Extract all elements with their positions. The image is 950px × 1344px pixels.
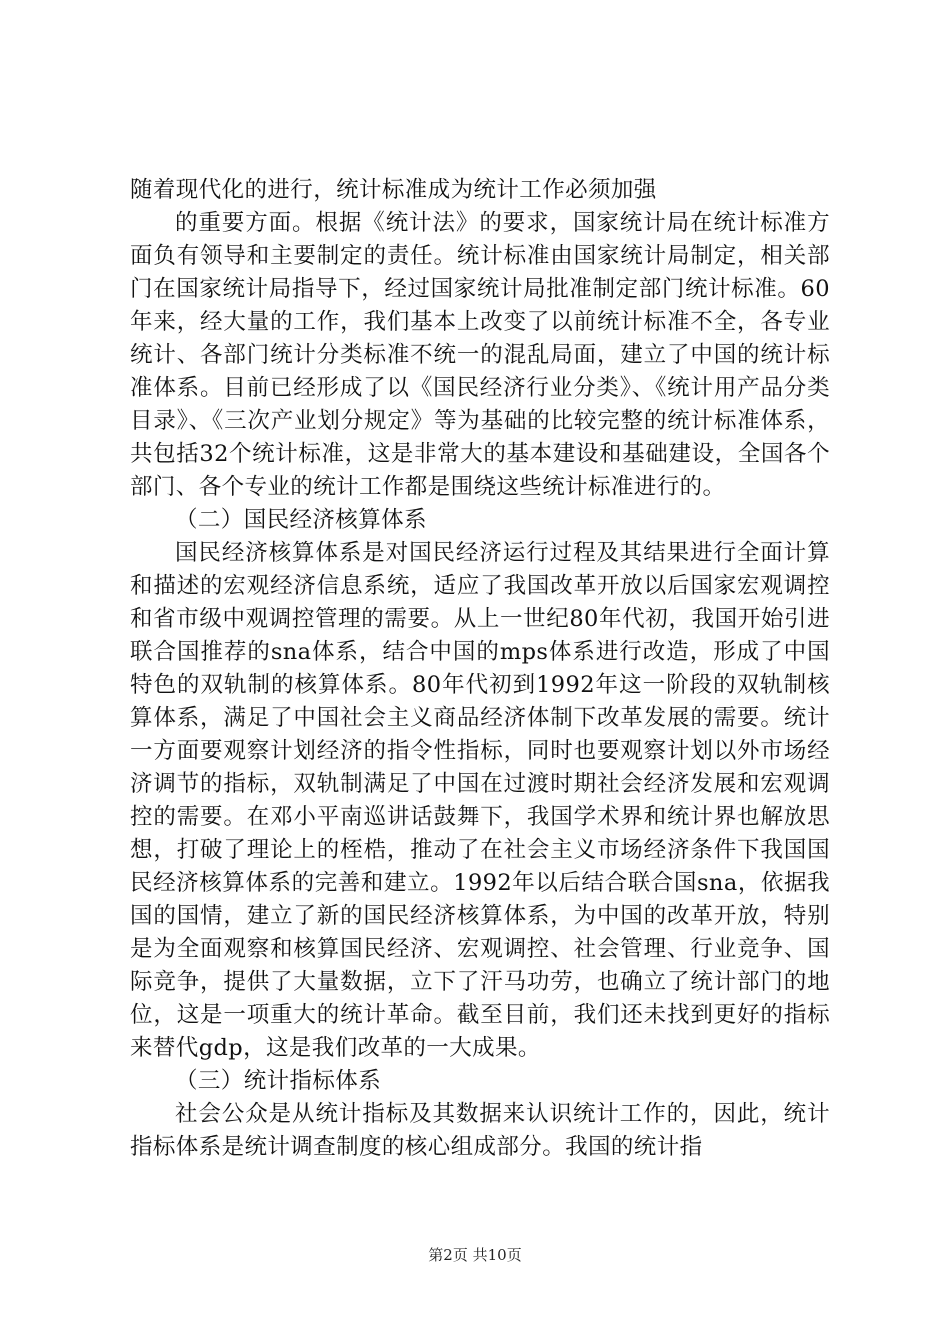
page-footer: 第2页 共10页 bbox=[428, 1246, 522, 1264]
paragraph-line-1: 随着现代化的进行，统计标准成为统计工作必须加强 bbox=[130, 177, 657, 203]
section-heading-national-accounts: （二）国民经济核算体系 bbox=[175, 507, 427, 533]
paragraph-national-accounts: 国民经济核算体系是对国民经济运行过程及其结果进行全面计算和描述的宏观经济信息系统，适应了我国改革开放以后国家宏观调控和省市级中观调控管理的需要。从上一世纪80年代初，我国开始引进联合国推荐的sna体系，结合中国的mps体系进行改造，形成了中国特色的双轨制的核算体系。80年代初到1992年这一阶段的双轨制核算体系，满足了中国社会主义商品经济体制下改革发展的需要。统计一方面要观察计划经济的指令性指标，同时也要观察计划以外市场经济调节的指标，双轨制满足了中国在过渡时期社会经济发展和宏观调控的需要。在邓小平南巡讲话鼓舞下，我国学术界和统计界也解放思想，打破了理论上的桎梏，推动了在社会主义市场经济条件下我国国民经济核算体系的完善和建立。1992年以后结合联合国sna，依据我国的国情，建立了新的国民经济核算体系，为中国的改革开放，特别是为全面观察和核算国民经济、宏观调控、社会管理、行业竞争、国际竞争，提供了大量数据，立下了汗马功劳，也确立了统计部门的地位，这是一项重大的统计革命。截至目前，我们还未找到更好的指标来替代gdp，这是我们改革的一大成果。 bbox=[130, 540, 830, 1061]
section-heading-indicator-system: （三）统计指标体系 bbox=[175, 1068, 382, 1094]
document-body bbox=[130, 174, 830, 1164]
paragraph-statistical-standards: 的重要方面。根据《统计法》的要求，国家统计局在统计标准方面负有领导和主要制定的责任。统计标准由国家统计局制定，相关部门在国家统计局指导下，经过国家统计局批准制定部门统计标准。60年来，经大量的工作，我们基本上改变了以前统计标准不全，各专业统计、各部门统计分类标准不统一的混乱局面，建立了中国的统计标准体系。目前已经形成了以《国民经济行业分类》、《统计用产品分类目录》、《三次产业划分规定》等为基础的比较完整的统计标准体系，共包括32个统计标准，这是非常大的基本建设和基础建设，全国各个部门、各个专业的统计工作都是围绕这些统计标准进行的。 bbox=[130, 210, 830, 500]
paragraph-indicator-system: 社会公众是从统计指标及其数据来认识统计工作的，因此，统计指标体系是统计调查制度的核心组成部分。我国的统计指 bbox=[130, 1101, 830, 1160]
